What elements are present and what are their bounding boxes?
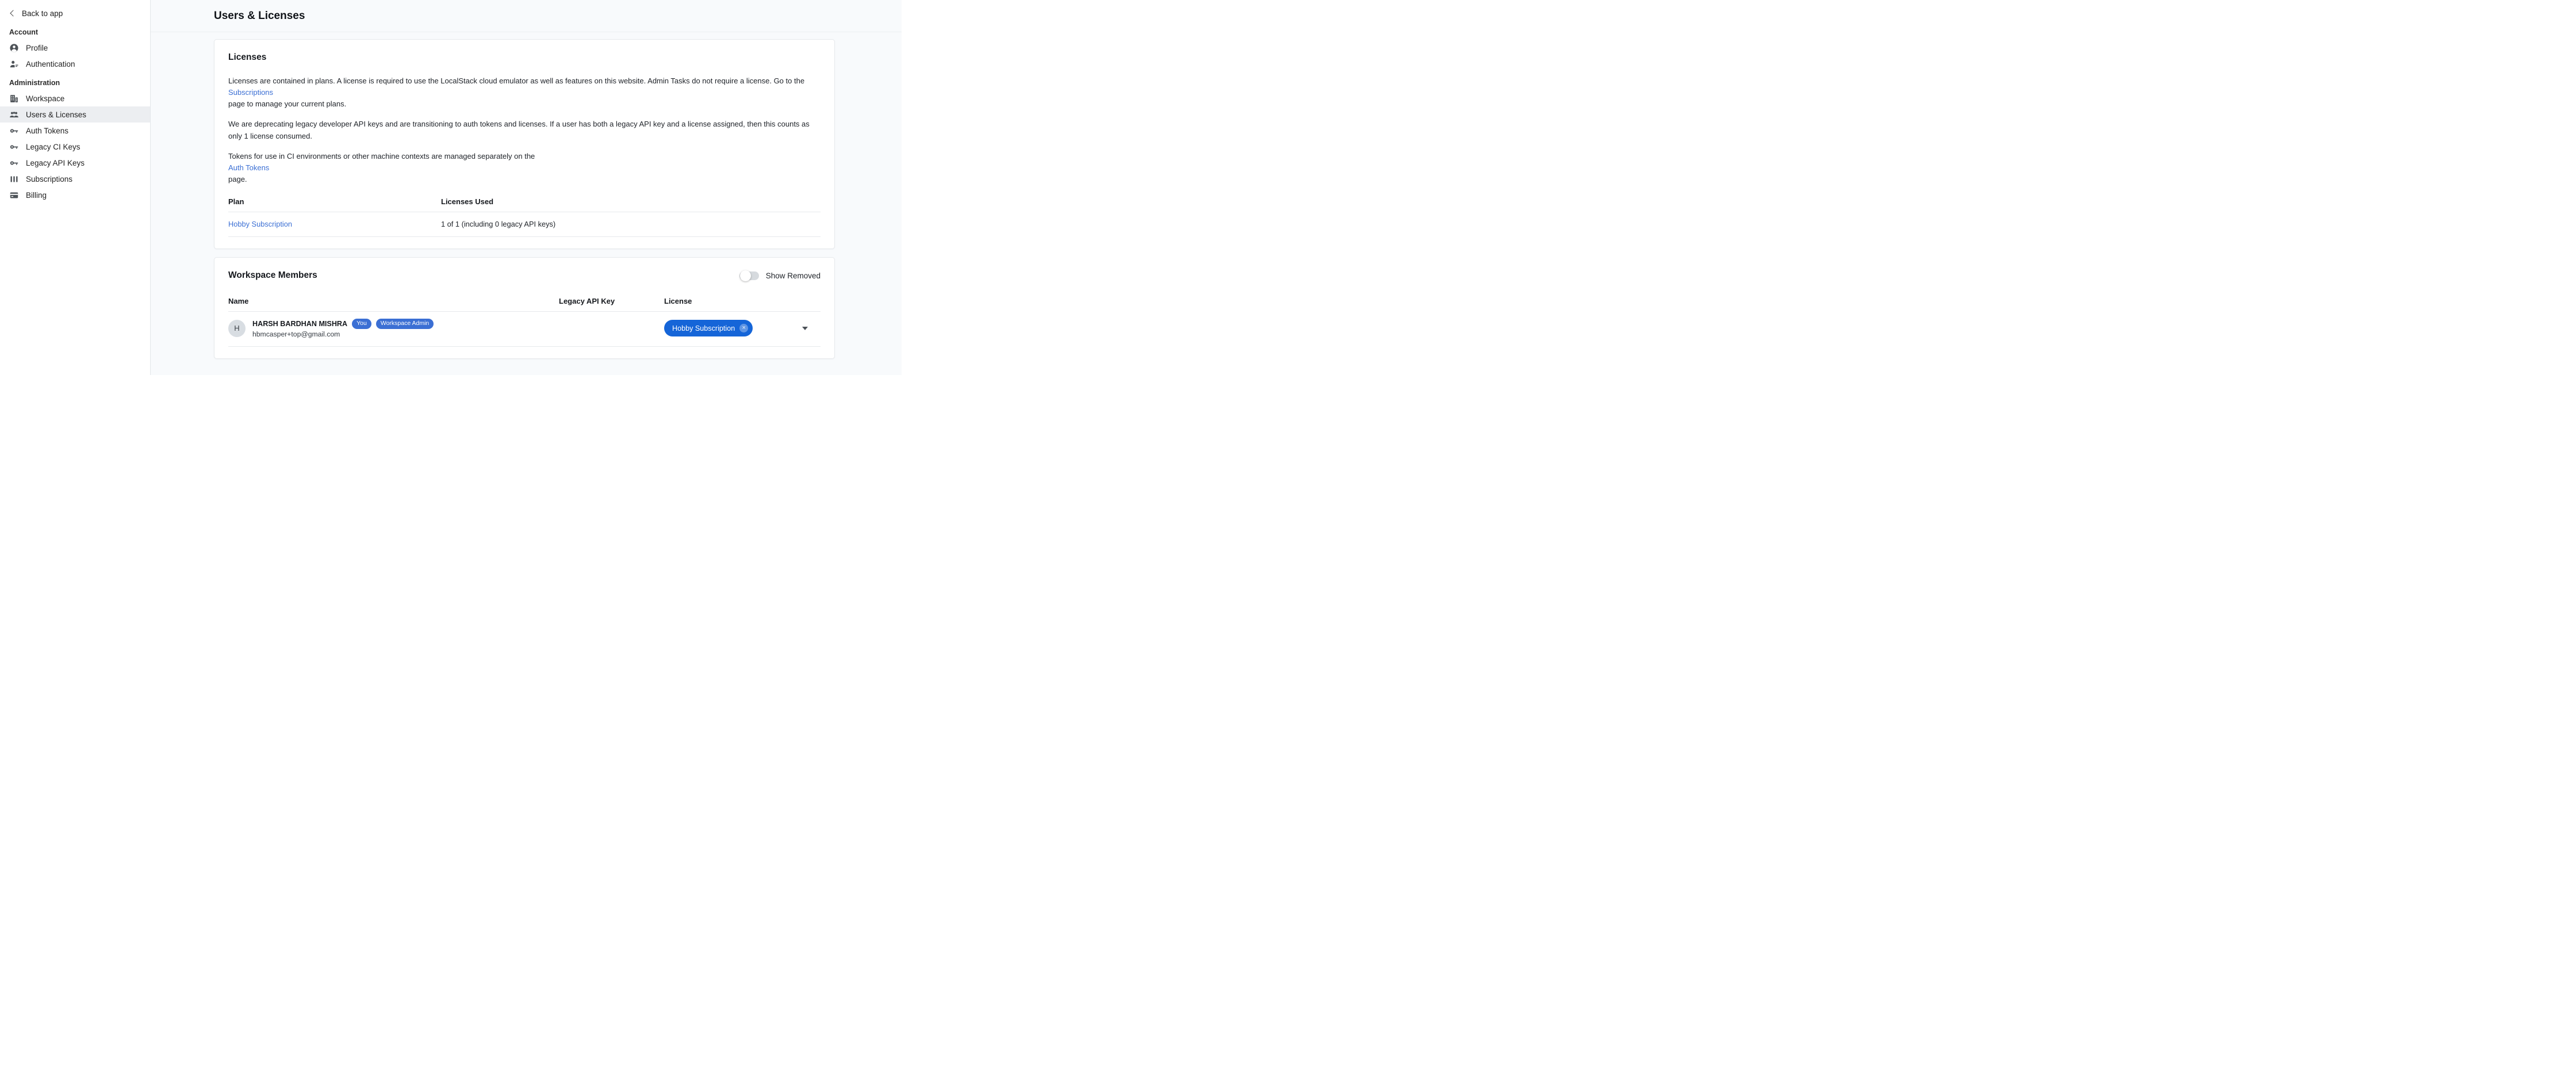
member-email: hbmcasper+top@gmail.com xyxy=(252,330,340,338)
chevron-left-icon xyxy=(9,10,16,17)
credit-card-icon xyxy=(9,190,19,200)
members-header-legacy-api-key: Legacy API Key xyxy=(559,297,664,312)
chevron-down-icon[interactable] xyxy=(802,327,808,330)
columns-icon xyxy=(9,174,19,184)
members-cell-license xyxy=(664,312,821,347)
table-row xyxy=(228,312,821,347)
licenses-cell-plan xyxy=(228,212,441,237)
workspace-members-card xyxy=(214,257,835,359)
sidebar-item-profile[interactable] xyxy=(0,40,150,56)
hobby-subscription-link[interactable]: Hobby Subscription xyxy=(228,220,292,229)
sidebar-item-authentication[interactable] xyxy=(0,56,150,72)
sidebar-item-users-licenses[interactable] xyxy=(0,106,150,123)
licenses-paragraph-3-tail: page. xyxy=(228,174,247,183)
members-card-title: Workspace Members xyxy=(228,270,317,281)
building-icon xyxy=(9,94,19,104)
user-circle-icon xyxy=(9,43,19,53)
main-content xyxy=(151,0,902,375)
show-removed-label: Show Removed xyxy=(765,271,821,280)
sidebar-item-label: Subscriptions xyxy=(26,174,73,183)
sidebar-item-label: Authentication xyxy=(26,59,75,68)
licenses-table xyxy=(228,194,821,237)
licenses-cell-used: 1 of 1 (including 0 legacy API keys) xyxy=(441,212,821,237)
users-icon xyxy=(9,110,19,120)
licenses-paragraph-1 xyxy=(228,75,821,110)
auth-tokens-link[interactable]: Auth Tokens xyxy=(228,163,270,172)
status-badge-workspace-admin: Workspace Admin xyxy=(376,319,434,329)
show-removed-toggle[interactable] xyxy=(739,271,759,280)
sidebar-item-label: Users & Licenses xyxy=(26,110,87,119)
license-chip-label: Hobby Subscription xyxy=(672,324,735,332)
licenses-paragraph-1-tail: page to manage your current plans. xyxy=(228,100,347,109)
sidebar-item-label: Legacy API Keys xyxy=(26,158,85,167)
avatar: H xyxy=(228,320,246,337)
page-title: Users & Licenses xyxy=(214,9,305,22)
status-badge-you: You xyxy=(352,319,371,329)
sidebar-item-legacy-api-keys[interactable] xyxy=(0,155,150,171)
sidebar-item-label: Auth Tokens xyxy=(26,126,69,135)
subscriptions-link[interactable]: Subscriptions xyxy=(228,88,274,97)
sidebar-section-administration-title: Administration xyxy=(9,79,60,87)
licenses-table-header-row xyxy=(228,194,821,212)
licenses-header-plan: Plan xyxy=(228,194,441,212)
content-area xyxy=(151,32,902,359)
close-icon[interactable]: × xyxy=(739,324,748,332)
member-name: HARSH BARDHAN MISHRA xyxy=(252,319,348,328)
licenses-card xyxy=(214,39,835,249)
show-removed-control[interactable] xyxy=(739,271,821,280)
key-icon xyxy=(9,126,19,136)
sidebar-section-account-title: Account xyxy=(9,28,38,36)
user-key-icon xyxy=(9,59,19,69)
back-to-app-label: Back to app xyxy=(22,9,63,18)
table-row xyxy=(228,212,821,237)
sidebar xyxy=(0,0,151,375)
licenses-paragraph-1-text: Licenses are contained in plans. A license is required to use the LocalStack cloud emulator as well as features on this website. Admin Tasks do not require a license. Go to the xyxy=(228,76,805,85)
page-header xyxy=(151,0,902,32)
back-to-app-button[interactable] xyxy=(0,6,150,21)
toggle-knob xyxy=(740,270,751,281)
members-cell-name xyxy=(228,312,559,347)
sidebar-item-subscriptions[interactable] xyxy=(0,171,150,187)
sidebar-item-label: Billing xyxy=(26,190,47,200)
sidebar-item-label: Workspace xyxy=(26,94,65,103)
licenses-header-licenses-used: Licenses Used xyxy=(441,194,821,212)
sidebar-item-billing[interactable] xyxy=(0,187,150,203)
key-icon xyxy=(9,142,19,152)
sidebar-item-workspace[interactable] xyxy=(0,90,150,106)
license-chip[interactable] xyxy=(664,320,753,336)
licenses-paragraph-2: We are deprecating legacy developer API keys and are transitioning to auth tokens and licenses. If a user has both a legacy API key and a license assigned, then this counts as only 1 license consumed. xyxy=(228,120,810,140)
licenses-card-title: Licenses xyxy=(228,52,267,62)
licenses-paragraph-3 xyxy=(228,151,821,185)
app-root xyxy=(0,0,902,375)
members-header-license: License xyxy=(664,297,821,312)
sidebar-item-label: Profile xyxy=(26,43,48,52)
sidebar-item-legacy-ci-keys[interactable] xyxy=(0,139,150,155)
members-header-name: Name xyxy=(228,297,559,312)
licenses-paragraph-3-text: Tokens for use in CI environments or other machine contexts are managed separately on the xyxy=(228,151,535,160)
members-cell-legacy-api-key xyxy=(559,312,664,347)
sidebar-item-auth-tokens[interactable] xyxy=(0,123,150,139)
key-icon xyxy=(9,158,19,168)
sidebar-item-label: Legacy CI Keys xyxy=(26,142,80,151)
members-header xyxy=(228,270,821,281)
members-table-header-row xyxy=(228,297,821,312)
members-table xyxy=(228,297,821,347)
